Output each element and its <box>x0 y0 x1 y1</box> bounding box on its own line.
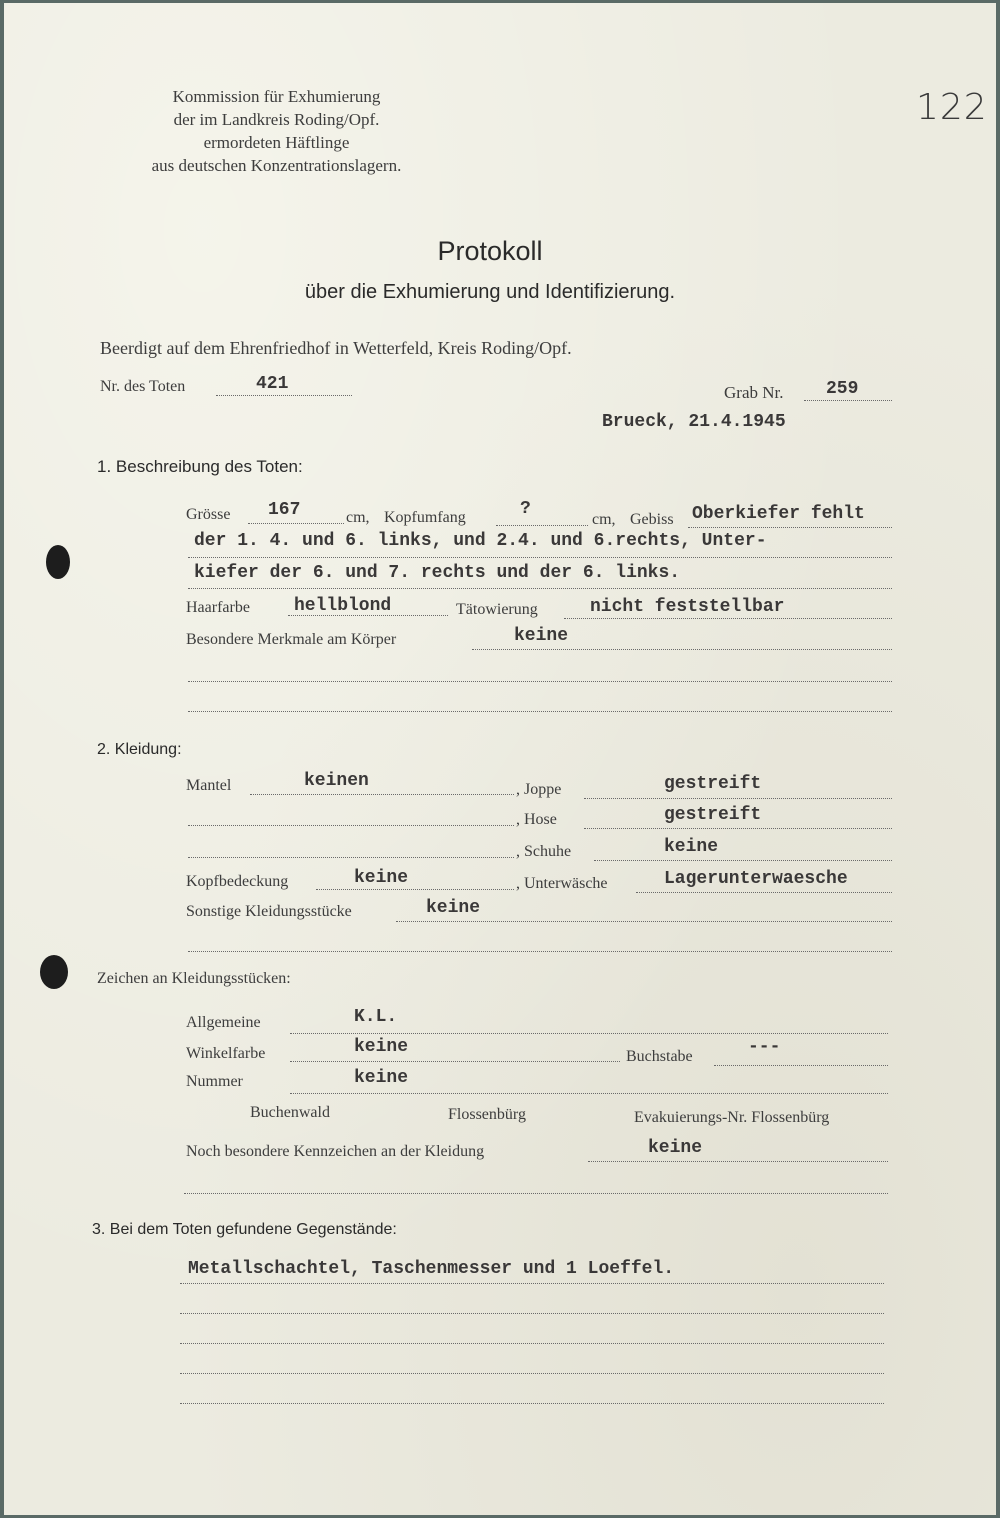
evacuation-number: Evakuierungs-Nr. Flossenbürg <box>634 1109 830 1126</box>
document-page <box>4 3 996 1515</box>
general-mark-value: K.L. <box>354 1007 398 1027</box>
dotted-line <box>472 649 892 650</box>
dotted-line <box>396 921 892 922</box>
burial-text: Beerdigt auf dem Ehrenfriedhof in Wetterfeld, Kreis Roding/Opf. <box>100 338 572 358</box>
teeth-label: Gebiss <box>630 511 674 528</box>
special-marks-value: keine <box>648 1138 703 1158</box>
dotted-line <box>584 798 892 799</box>
dotted-line <box>216 395 352 396</box>
triangle-color-value: keine <box>354 1037 409 1057</box>
coat-value: keinen <box>304 771 369 791</box>
commission-line: der im Landkreis Roding/Opf. <box>173 110 380 129</box>
dotted-line <box>188 557 892 558</box>
other-clothing-value: keine <box>426 898 481 918</box>
shoes-label: , Schuhe <box>516 843 572 860</box>
jacket-value: gestreift <box>664 774 762 794</box>
dotted-line <box>180 1283 884 1284</box>
jacket-label: , Joppe <box>516 781 562 798</box>
general-mark-label: Allgemeine <box>186 1014 261 1031</box>
dotted-line <box>248 523 344 524</box>
head-label: Kopfumfang <box>384 509 466 526</box>
dotted-line <box>180 1373 884 1374</box>
dotted-line <box>636 892 892 893</box>
dotted-line <box>290 1093 888 1094</box>
dotted-line <box>180 1313 884 1314</box>
dotted-line <box>714 1065 888 1066</box>
dead-number-label: Nr. des Toten <box>100 378 186 395</box>
triangle-color-label: Winkelfarbe <box>186 1045 266 1062</box>
dotted-line <box>290 1061 620 1062</box>
trousers-label: , Hose <box>516 811 557 828</box>
headwear-label: Kopfbedeckung <box>186 873 289 890</box>
cm-unit: cm, <box>346 509 370 526</box>
commission-line: Kommission für Exhumierung <box>172 87 381 106</box>
dotted-line <box>188 951 892 952</box>
document-subtitle: über die Exhumierung und Identifizierung. <box>304 281 676 303</box>
dead-number-value: 421 <box>256 374 289 394</box>
dotted-line <box>496 525 588 526</box>
grave-label: Grab Nr. <box>724 383 784 402</box>
underwear-value: Lagerunterwaesche <box>664 869 848 889</box>
dotted-line <box>250 794 514 795</box>
dotted-line <box>184 1193 888 1194</box>
number-value: keine <box>354 1068 409 1088</box>
marks-value: keine <box>514 626 569 646</box>
dotted-line <box>188 681 892 682</box>
dotted-line <box>564 618 892 619</box>
cm-unit: cm, <box>592 511 616 528</box>
teeth-value: kiefer der 6. und 7. rechts und der 6. links. <box>194 563 681 583</box>
dotted-line <box>594 860 892 861</box>
teeth-value: Oberkiefer fehlt <box>692 504 865 524</box>
section3-heading: 3. Bei dem Toten gefundene Gegenstände: <box>92 1221 397 1238</box>
camp-buchenwald: Buchenwald <box>250 1104 330 1121</box>
trousers-value: gestreift <box>664 805 762 825</box>
punch-hole <box>40 955 68 989</box>
other-clothing-label: Sonstige Kleidungsstücke <box>186 903 352 920</box>
dotted-line <box>584 828 892 829</box>
dotted-line <box>188 588 892 589</box>
dotted-line <box>188 857 514 858</box>
underwear-label: , Unterwäsche <box>516 875 608 892</box>
coat-label: Mantel <box>186 777 232 794</box>
head-value: ? <box>520 499 531 519</box>
height-label: Grösse <box>186 506 231 523</box>
grave-value: 259 <box>826 379 859 399</box>
dotted-line <box>316 889 514 890</box>
marks-heading: Zeichen an Kleidungsstücken: <box>97 970 291 987</box>
tattoo-value: nicht feststellbar <box>590 597 785 617</box>
dotted-line <box>180 1403 884 1404</box>
teeth-value: der 1. 4. und 6. links, und 2.4. und 6.rechts, Unter- <box>194 531 767 551</box>
section2-heading: 2. Kleidung: <box>97 741 182 758</box>
headwear-value: keine <box>354 868 409 888</box>
marks-label: Besondere Merkmale am Körper <box>186 631 397 648</box>
dotted-line <box>180 1343 884 1344</box>
camp-flossenbuerg: Flossenbürg <box>448 1106 526 1123</box>
dotted-line <box>588 1161 888 1162</box>
dotted-line <box>188 711 892 712</box>
number-label: Nummer <box>186 1073 243 1090</box>
height-value: 167 <box>268 500 301 520</box>
dotted-line <box>688 527 892 528</box>
hair-label: Haarfarbe <box>186 599 250 616</box>
tattoo-label: Tätowierung <box>456 601 538 618</box>
section1-heading: 1. Beschreibung des Toten: <box>97 457 303 476</box>
commission-line: aus deutschen Konzentrationslagern. <box>151 156 402 175</box>
document-title: Protokoll <box>437 236 543 266</box>
punch-hole <box>46 545 70 579</box>
dotted-line <box>188 825 514 826</box>
dotted-line <box>804 400 892 401</box>
special-marks-label: Noch besondere Kennzeichen an der Kleidung <box>186 1143 485 1160</box>
commission-line: ermordeten Häftlinge <box>203 133 350 152</box>
found-items: Metallschachtel, Taschenmesser und 1 Loeffel. <box>188 1259 675 1279</box>
place-date: Brueck, 21.4.1945 <box>602 412 786 432</box>
shoes-value: keine <box>664 837 719 857</box>
letter-value: --- <box>748 1037 781 1057</box>
dotted-line <box>290 1033 888 1034</box>
hair-value: hellblond <box>294 596 392 616</box>
page-number: 122 <box>916 87 988 128</box>
letter-label: Buchstabe <box>626 1048 693 1065</box>
